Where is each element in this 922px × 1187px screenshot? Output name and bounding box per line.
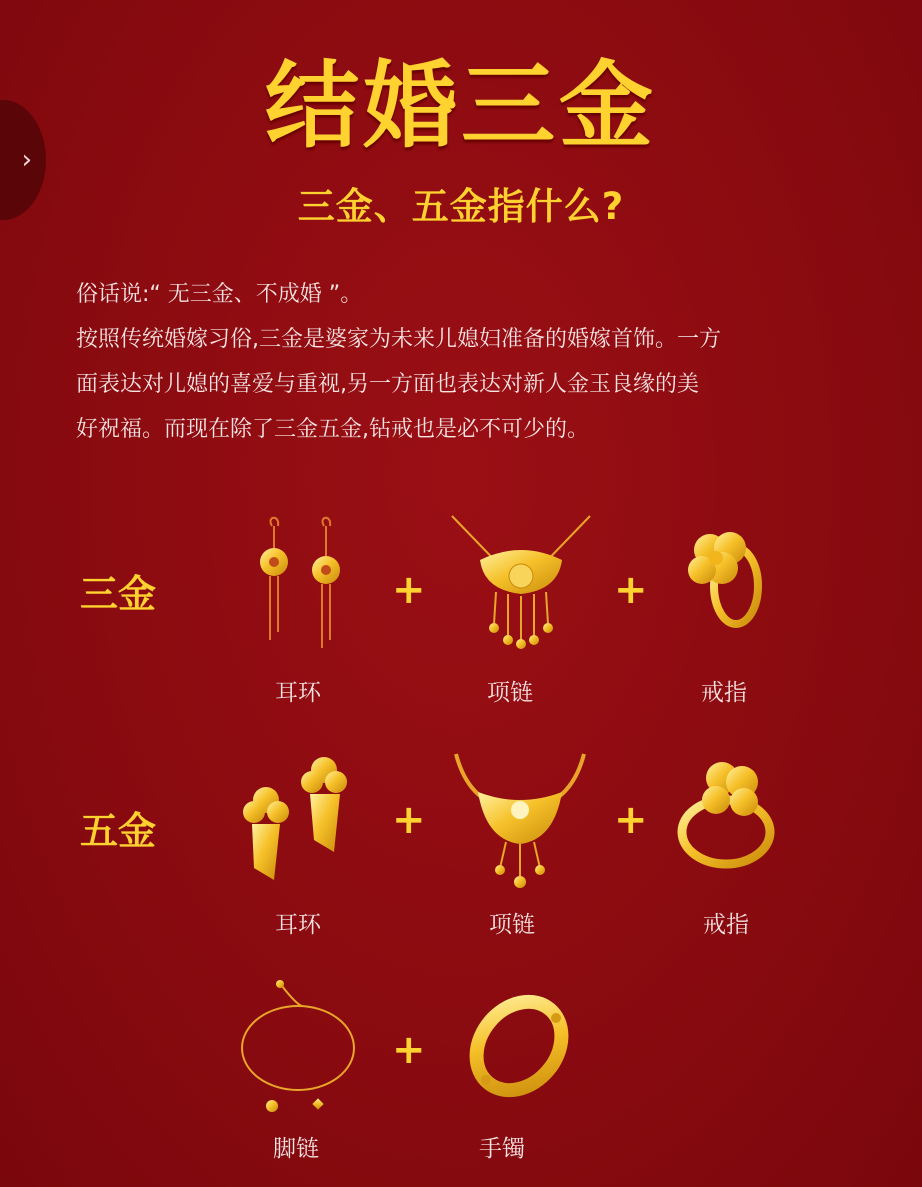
anklet-icon — [236, 976, 366, 1116]
intro-line: 好祝福。而现在除了三金五金,钻戒也是必不可少的。 — [76, 417, 589, 442]
wujin-necklace-caption: 项链 — [489, 912, 535, 938]
page-title: 结婚三金 — [264, 52, 657, 161]
intro-line: 俗话说:“ 无三金、不成婚 ”。 — [76, 282, 363, 307]
plus-sign: + — [614, 567, 648, 613]
sanjin-ring-caption: 戒指 — [701, 680, 747, 706]
wujin-ring-caption: 戒指 — [703, 912, 749, 938]
plus-sign: + — [392, 1027, 426, 1073]
intro-line: 面表达对儿媳的喜爱与重视,另一方面也表达对新人金玉良缘的美 — [76, 372, 699, 397]
anklet-caption: 脚链 — [273, 1136, 319, 1162]
plus-sign: + — [392, 567, 426, 613]
bangle-icon — [464, 988, 574, 1108]
plus-sign: + — [614, 797, 648, 843]
sanjin-earring-caption: 耳环 — [275, 680, 321, 706]
intro-text — [76, 272, 856, 452]
earrings-icon — [248, 512, 348, 652]
page-subtitle: 三金、五金指什么? — [297, 185, 625, 228]
earrings-icon — [240, 748, 360, 888]
sanjin-necklace-caption: 项链 — [487, 680, 533, 706]
intro-line: 按照传统婚嫁习俗,三金是婆家为未来儿媳妇准备的婚嫁首饰。一方 — [76, 327, 721, 352]
necklace-icon — [450, 748, 590, 888]
chevron-right-icon: › — [21, 145, 32, 175]
necklace-icon — [446, 510, 596, 650]
plus-sign: + — [392, 797, 426, 843]
wujin-label: 五金 — [80, 809, 157, 853]
ring-icon — [680, 520, 770, 630]
ring-icon — [676, 756, 786, 876]
bangle-caption: 手镯 — [479, 1136, 525, 1162]
sanjin-label: 三金 — [80, 572, 157, 616]
wujin-earring-caption: 耳环 — [275, 912, 321, 938]
